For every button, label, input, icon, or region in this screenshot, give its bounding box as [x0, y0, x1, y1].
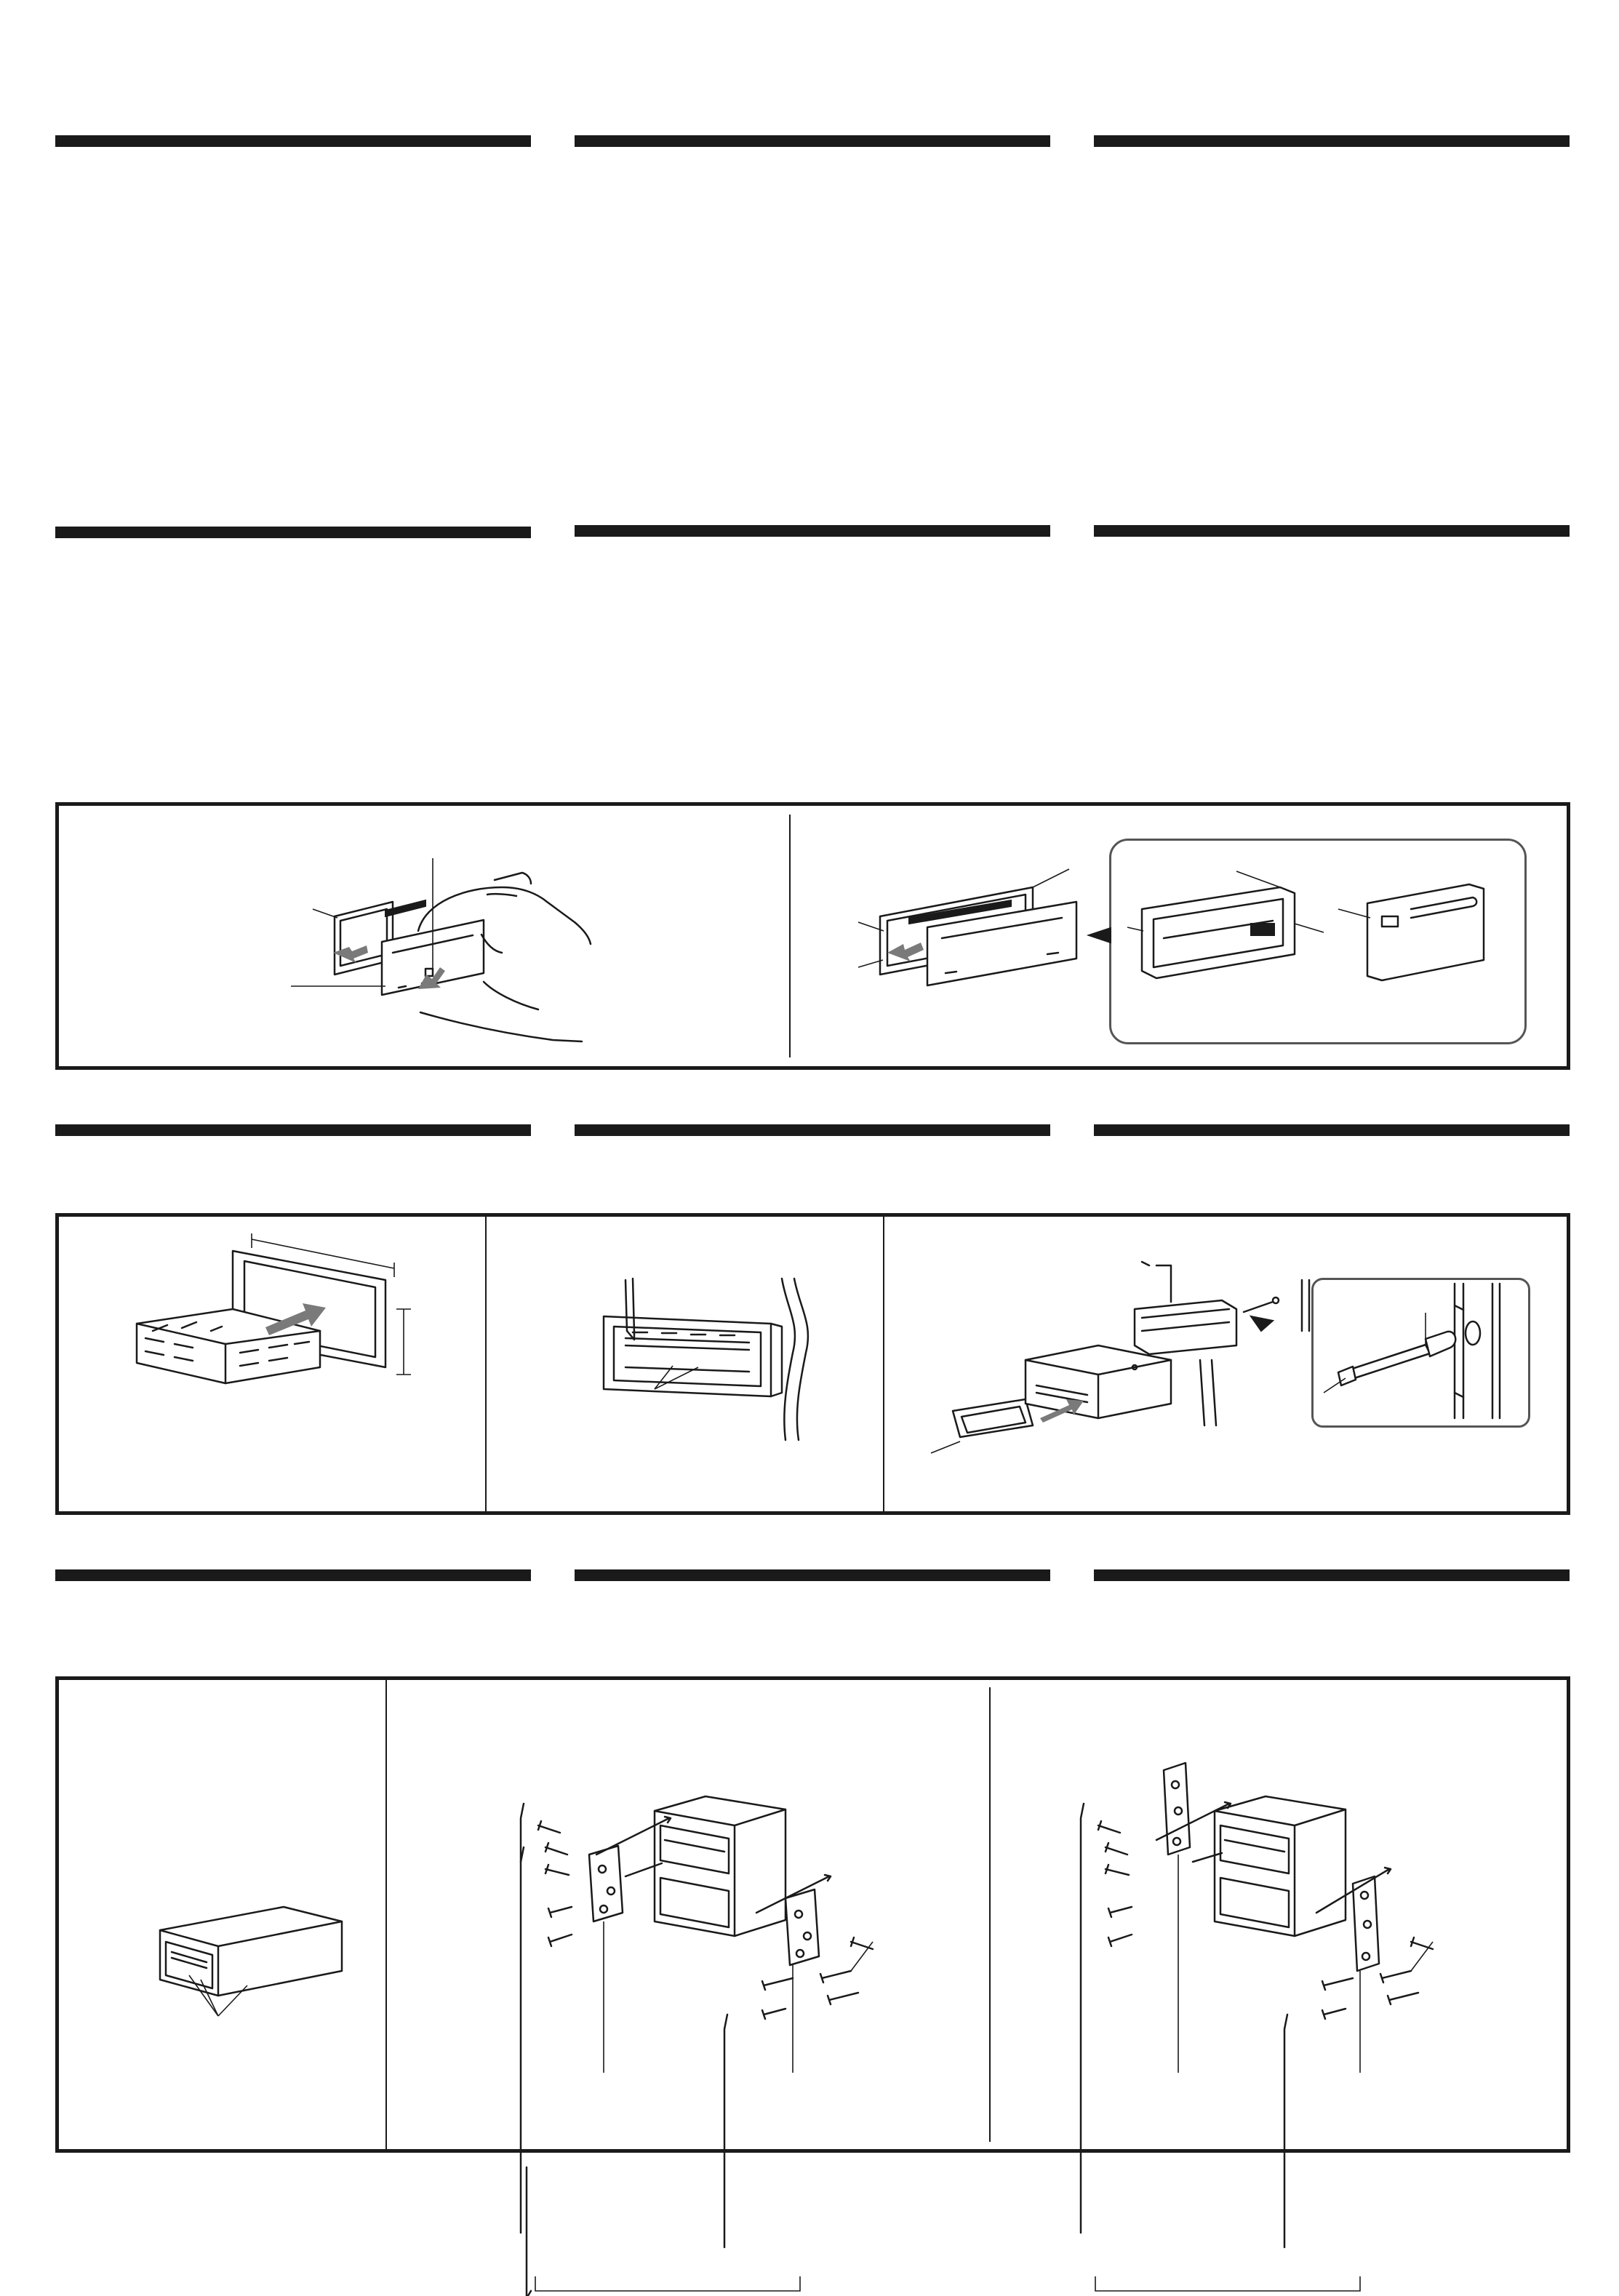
bolt-shaft [1346, 1345, 1430, 1380]
section-rule-r3c1 [55, 1124, 531, 1136]
bracket-method-b-illustration [1069, 1724, 1476, 2102]
left-bracket-b [1164, 1763, 1190, 1855]
storage-case-illustration [1127, 858, 1506, 1025]
detach-front-panel-illustration [858, 873, 1098, 1033]
right-bracket-a [785, 1889, 819, 1965]
bracket-method-a-illustration [509, 1724, 916, 2102]
section-rule-r1c1 [55, 135, 531, 147]
trim-ring [953, 1399, 1033, 1437]
right-bracket-b [1353, 1876, 1379, 1971]
left-bracket-a [589, 1846, 623, 1921]
screws-left-b [1098, 1821, 1132, 1946]
section-rule-r4c1 [55, 1569, 531, 1581]
inset-pointer-arrow [1089, 922, 1118, 951]
release-keys-illustration [582, 1265, 844, 1447]
dashboard-opening [604, 1316, 771, 1396]
mounting-divider-2 [883, 1215, 884, 1513]
section-rule-r4c3 [1094, 1569, 1570, 1581]
release-key-slots-illustration [145, 1898, 356, 2029]
section-rule-r3c2 [575, 1124, 1050, 1136]
unit-body-a [655, 1796, 785, 1936]
section-rule-r3c3 [1094, 1124, 1570, 1136]
section-rule-r2c2 [575, 525, 1050, 537]
screws-left-a [538, 1821, 572, 1946]
rear-bracket-illustration [931, 1251, 1309, 1498]
section-rule-r1c2 [575, 135, 1050, 147]
bolt-nut [1426, 1332, 1455, 1356]
bracket-divider-1 [385, 1678, 387, 2151]
unit-body-b [1215, 1796, 1346, 1936]
sleeve-dimension-illustration [124, 1229, 465, 1447]
section-rule-r4c2 [575, 1569, 1050, 1581]
unit-chassis [160, 1907, 342, 1996]
section-rule-r2c3 [1094, 525, 1570, 537]
case-label [1251, 924, 1274, 935]
section-rule-r2c1 [55, 527, 531, 538]
bracket-divider-2 [989, 1687, 991, 2142]
bolt-detail-illustration [1324, 1284, 1520, 1418]
front-panel-figure-divider [789, 815, 791, 1057]
section-rule-r1c3 [1094, 135, 1570, 147]
mounting-divider-1 [485, 1215, 487, 1513]
attach-front-panel-illustration [276, 844, 625, 1055]
